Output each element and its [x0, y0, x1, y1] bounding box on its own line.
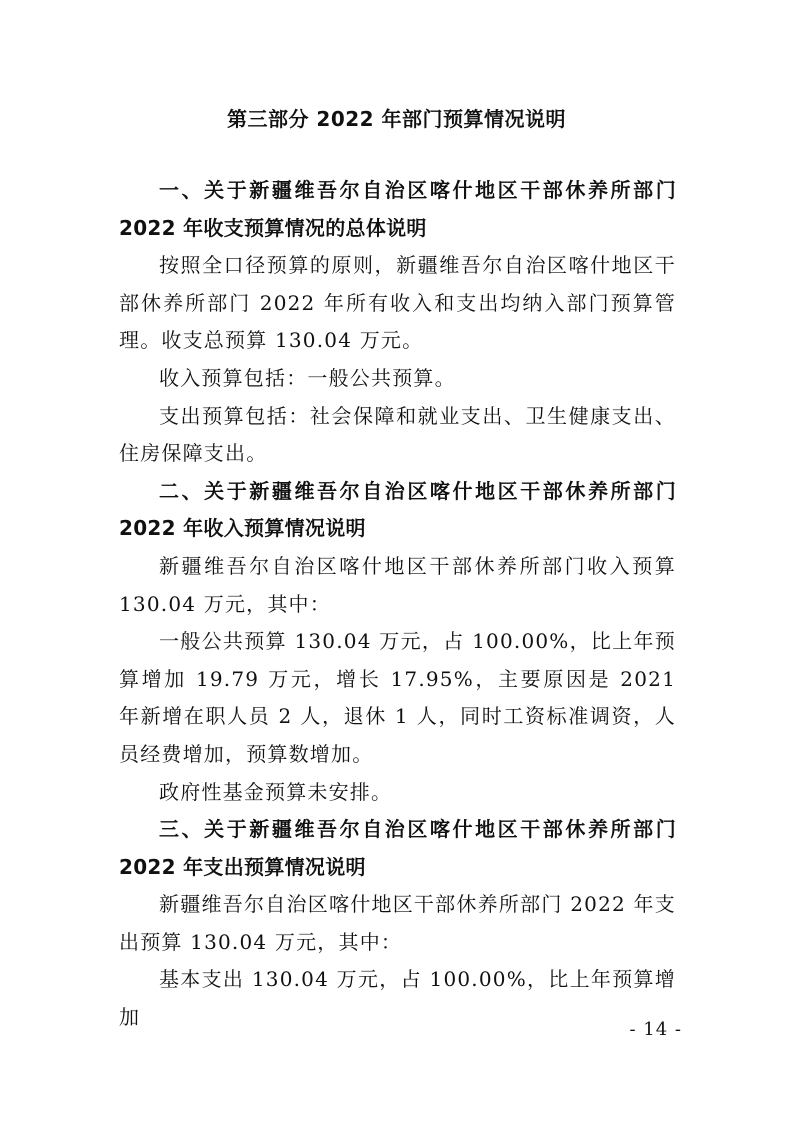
paragraph: 一般公共预算 130.04 万元，占 100.00%，比上年预算增加 19.79 万元，增长 17.95%，主要原因是 2021 年新增在职人员 2 人，退休 1 人，同时工资标准调资，人员经费增加，预算数增加。: [119, 629, 676, 766]
paragraph: 按照全口径预算的原则，新疆维吾尔自治区喀什地区干部休养所部门 2022 年所有收入和支出均纳入部门预算管理。收支总预算 130.04 万元。: [119, 253, 676, 353]
section-income-budget: [119, 473, 676, 811]
section-expenditure-budget: [119, 811, 676, 1037]
section-heading: 一、关于新疆维吾尔自治区喀什地区干部休养所部门2022 年收支预算情况的总体说明: [119, 178, 676, 240]
paragraph: 基本支出 130.04 万元，占 100.00%，比上年预算增加: [119, 967, 676, 1030]
document-body: [119, 172, 676, 1037]
paragraph: 新疆维吾尔自治区喀什地区干部休养所部门 2022 年支出预算 130.04 万元，其中：: [119, 892, 676, 954]
paragraph: 新疆维吾尔自治区喀什地区干部休养所部门收入预算 130.04 万元，其中：: [119, 553, 676, 616]
paragraph: 政府性基金预算未安排。: [159, 779, 393, 804]
paragraph: 支出预算包括：社会保障和就业支出、卫生健康支出、住房保障支出。: [119, 403, 676, 466]
section-heading: 三、关于新疆维吾尔自治区喀什地区干部休养所部门2022 年支出预算情况说明: [119, 817, 676, 879]
page-title: 第三部分 2022 年部门预算情况说明: [226, 107, 567, 131]
section-overall-budget: [119, 172, 676, 473]
page-number: - 14 -: [629, 1019, 682, 1040]
paragraph: 收入预算包括：一般公共预算。: [159, 365, 456, 390]
section-heading: 二、关于新疆维吾尔自治区喀什地区干部休养所部门2022 年收入预算情况说明: [119, 478, 676, 541]
